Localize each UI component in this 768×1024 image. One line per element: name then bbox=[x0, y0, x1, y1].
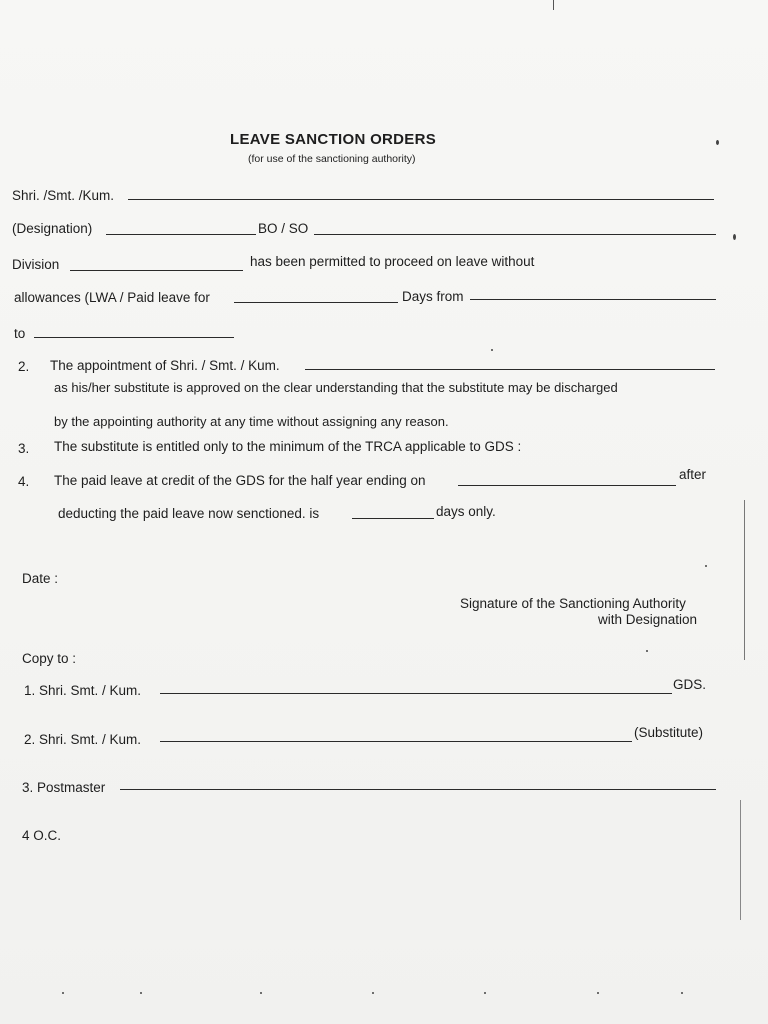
to-date-field[interactable] bbox=[34, 337, 234, 338]
substitute-name-field[interactable] bbox=[305, 369, 715, 370]
scan-speck bbox=[681, 992, 683, 994]
scan-speck bbox=[372, 992, 374, 994]
scan-speck bbox=[140, 992, 142, 994]
half-year-ending-field[interactable] bbox=[458, 485, 676, 486]
allowances-text: allowances (LWA / Paid leave for bbox=[14, 290, 210, 305]
signature-line-1: Signature of the Sanctioning Authority bbox=[460, 596, 686, 611]
scan-speck bbox=[491, 349, 493, 351]
signature-line-2: with Designation bbox=[598, 612, 698, 627]
scan-speck bbox=[62, 992, 64, 994]
copy1-gds-field[interactable] bbox=[160, 693, 672, 694]
scan-speck bbox=[716, 140, 719, 145]
scan-speck bbox=[484, 992, 486, 994]
item4-continuation-b: days only. bbox=[436, 504, 496, 519]
bo-so-label: BO / SO bbox=[258, 221, 309, 236]
days-from-label: Days from bbox=[402, 289, 464, 304]
copy3-postmaster-field[interactable] bbox=[120, 789, 716, 790]
designation-field[interactable] bbox=[106, 234, 256, 235]
scan-edge-mark bbox=[740, 800, 741, 920]
item3-text: The substitute is entitled only to the minimum of the TRCA applicable to GDS : bbox=[54, 439, 522, 454]
scan-edge-mark bbox=[744, 500, 745, 660]
division-field[interactable] bbox=[70, 270, 243, 271]
scan-edge-mark bbox=[553, 0, 554, 10]
copy4-label: 4 O.C. bbox=[22, 828, 62, 843]
item2-continuation-1: as his/her substitute is approved on the clear understanding that the substitute may be discharged bbox=[54, 380, 618, 395]
shri-name-field[interactable] bbox=[128, 199, 714, 200]
item2-text: The appointment of Shri. / Smt. / Kum. bbox=[50, 358, 280, 373]
designation-label: (Designation) bbox=[12, 221, 93, 236]
days-from-field[interactable] bbox=[470, 299, 716, 300]
scan-speck bbox=[260, 992, 262, 994]
scan-speck bbox=[646, 650, 648, 652]
scan-speck bbox=[705, 565, 707, 567]
division-label: Division bbox=[12, 257, 60, 272]
document-subtitle: (for use of the sanctioning authority) bbox=[248, 153, 416, 165]
item3-number: 3. bbox=[18, 441, 30, 456]
scan-speck bbox=[733, 234, 736, 240]
document-title: LEAVE SANCTION ORDERS bbox=[230, 131, 437, 148]
permitted-text: has been permitted to proceed on leave without bbox=[250, 254, 535, 269]
copy2-label: 2. Shri. Smt. / Kum. bbox=[24, 732, 142, 747]
to-label: to bbox=[14, 326, 26, 341]
copy2-suffix: (Substitute) bbox=[634, 725, 704, 740]
copy1-suffix: GDS. bbox=[673, 677, 707, 692]
copy1-label: 1. Shri. Smt. / Kum. bbox=[24, 683, 142, 698]
item4-text: The paid leave at credit of the GDS for the half year ending on bbox=[54, 473, 426, 488]
copy-to-label: Copy to : bbox=[22, 651, 77, 666]
bo-so-field[interactable] bbox=[314, 234, 716, 235]
item4-after: after bbox=[679, 467, 707, 482]
leave-days-field[interactable] bbox=[234, 302, 398, 303]
leave-balance-field[interactable] bbox=[352, 518, 434, 519]
item2-continuation-2: by the appointing authority at any time without assigning any reason. bbox=[54, 414, 449, 429]
scan-speck bbox=[597, 992, 599, 994]
item4-continuation-a: deducting the paid leave now senctioned. is bbox=[58, 506, 320, 521]
item4-number: 4. bbox=[18, 474, 30, 489]
item2-number: 2. bbox=[18, 359, 30, 374]
date-label: Date : bbox=[22, 571, 59, 586]
shri-label: Shri. /Smt. /Kum. bbox=[12, 188, 115, 203]
copy3-label: 3. Postmaster bbox=[22, 780, 106, 795]
copy2-substitute-field[interactable] bbox=[160, 741, 632, 742]
